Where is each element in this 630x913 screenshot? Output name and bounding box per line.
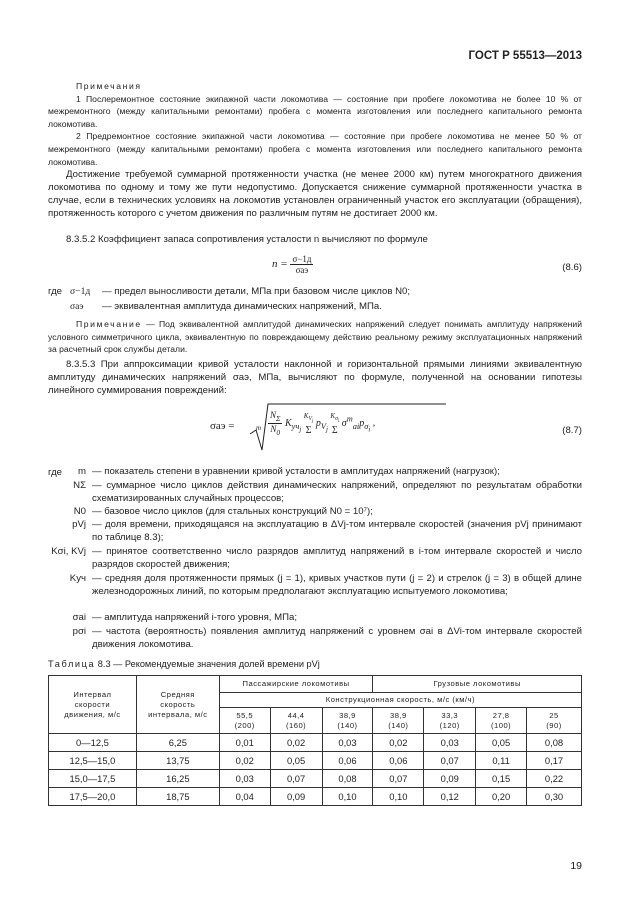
speed-col-4: 38,9 (140) <box>373 708 424 734</box>
header-passenger: Пассажирские локомотивы <box>219 676 373 693</box>
table-row: 15,0—17,5 16,25 0,03 0,07 0,08 0,07 0,09 0,15 0,22 <box>49 770 582 788</box>
def-k-sigma-kv: Kσi, KVj — принятое соответственно число разрядов амплитуд напряжений в i-том интервале скоростей и число разрядов скоростей движения; <box>51 546 582 570</box>
note-equivalent-amplitude <box>48 318 582 356</box>
speed-col-6: 27,8 (100) <box>476 708 527 734</box>
standard-header: ГОСТ Р 55513—2013 <box>468 50 582 62</box>
def-sigma-1d: — предел выносливости детали, МПа при базовом числе циклов N0; <box>102 286 411 297</box>
formula-8-6-lhs: n = <box>272 258 288 271</box>
note-3-heading: Примечание <box>76 319 142 329</box>
def-n-sigma: NΣ — суммарное число циклов действия динамических напряжений, определяют по результатам обработки схематизированных случайных процессов; <box>73 480 582 504</box>
speed-col-5: 33,3 (120) <box>424 708 476 734</box>
formula-8-6 <box>272 254 313 275</box>
speed-col-3: 38,9 (140) <box>322 708 373 734</box>
paragraph-8-3-5-3: 8.3.5.3 При аппроксимации кривой усталости наклонной и горизонтальной прямыми линиями эквивалентную амплитуду динамических напряжений σаэ, МПа, вычисляют по формуле, полученной на основании гипотезы линейного суммирования повреждений: <box>48 359 582 396</box>
note-2: 2 Предремонтное состояние экипажной части локомотива — состояние при пробеге локомотива не менее 50 % от межремонтного (между капитальными ремонтами) пробега с момента изготовления или последнего капитального ремонта локомотива. <box>48 131 582 167</box>
header-design-speed: Конструкционная скорость, м/с (км/ч) <box>219 693 581 708</box>
speed-col-7: 25 (90) <box>527 708 582 734</box>
formula-8-7-lhs: σаэ = <box>210 420 235 432</box>
symbol-sigma-1d: σ−1д <box>70 286 91 297</box>
equation-number-8-6: (8.6) <box>562 262 582 273</box>
table-8-3 <box>48 675 582 806</box>
speed-col-1: 55,5 (200) <box>219 708 270 734</box>
equation-number-8-7: (8.7) <box>562 425 582 436</box>
table-row: 17,5—20,0 18,75 0,04 0,09 0,10 0,10 0,12 0,20 0,30 <box>49 788 582 806</box>
page-number: 19 <box>570 860 582 872</box>
table-row: 12,5—15,0 13,75 0,02 0,05 0,06 0,06 0,07 0,11 0,17 <box>49 752 582 770</box>
header-interval: Интервал скорости движения, м/с <box>49 676 137 734</box>
note-1: 1 Послеремонтное состояние экипажной части локомотива — состояние при пробеге локомотива не более 10 % от межремонтного (между капитальными ремонтами) пробега с момента изготовления или последнего капитального ремонта локомотива. <box>48 93 582 129</box>
formula-8-7-radicand: $\frac{N_\Sigma}{N_0}$ $K_{уч_j}$ $K_{V_j}$ Σ $p_{V_j}$ $K_{\sigma_i}$ Σ $\sigma^m_{ai}p_{\sigma_i}$ , <box>270 410 376 437</box>
paragraph-distance: Достижение требуемой суммарной протяженности участка (не менее 2000 км) путем многократного движения локомотива по одному и тому же пути недопустимо. Допускается снижение суммарной протяженности участка в случае, если в технических условиях на локомотив установлен ограниченный участок его эксплуатации (обращения), протяженность которого с учетом движения по различным путям не достигает 2000 км. <box>48 169 582 219</box>
where-word-2: где <box>48 467 63 478</box>
def-m: m — показатель степени в уравнении кривой усталости в амплитудах напряжений (нагрузок); <box>78 466 500 477</box>
speed-col-2: 44,4 (160) <box>270 708 322 734</box>
symbol-sigma-ae: σaэ <box>70 301 84 312</box>
notes-heading: Примечания <box>76 81 142 91</box>
formula-8-7-root-index: m <box>256 424 262 432</box>
note-3-text: — Под эквивалентной амплитудой динамических напряжений следует понимать амплитуду напряжений условного симметричного цикла, эквивалентную по повреждающему действию реальному режиму эксплуатационных напряжений за расчетный срок службы детали. <box>48 319 582 355</box>
header-freight: Грузовые локомотивы <box>373 676 582 693</box>
where-word-1: где <box>48 286 63 297</box>
def-n0: N0 — базовое число циклов (для стальных конструкций N0 = 10⁷); <box>73 506 373 517</box>
notes-block <box>48 80 582 168</box>
def-p-sigma-i: pσi — частота (вероятность) появления амплитуд напряжений с уровнем σai в ΔVi-том интервале скоростей движения локомотива. <box>72 626 582 650</box>
header-average-speed: Средняя скорость интервала, м/с <box>136 676 219 734</box>
def-p-vj: pVj — доля времени, приходящаяся на эксплуатацию в ΔVj-том интервале скоростей (значения pVj принимают по таблице 8.3); <box>72 519 582 543</box>
def-sigma-ae: — эквивалентная амплитуда динамических напряжений, МПа. <box>102 301 382 312</box>
formula-8-7 <box>210 398 450 458</box>
table-caption: Таблица 8.3 — Рекомендуемые значения долей времени pVj <box>48 659 320 669</box>
def-sigma-ai: σai — амплитуда напряжений i-того уровня, МПа; <box>72 612 298 623</box>
formula-8-6-numerator: σ−1д <box>292 254 312 264</box>
def-k-uch: Kуч — средняя доля протяженности прямых (j = 1), кривых участков пути (j = 2) и стрелок (j = 3) в общей длине железнодорожных линий, по которым предполагают эксплуатацию испытуемого локомотива; <box>69 573 582 597</box>
paragraph-8-3-5-2: 8.3.5.2 Коэффициент запаса сопротивления усталости n вычисляют по формуле <box>66 234 428 245</box>
formula-8-6-denominator: σaэ <box>295 265 309 275</box>
table-row: 0—12,5 6,25 0,01 0,02 0,03 0,02 0,03 0,05 0,08 <box>49 734 582 752</box>
